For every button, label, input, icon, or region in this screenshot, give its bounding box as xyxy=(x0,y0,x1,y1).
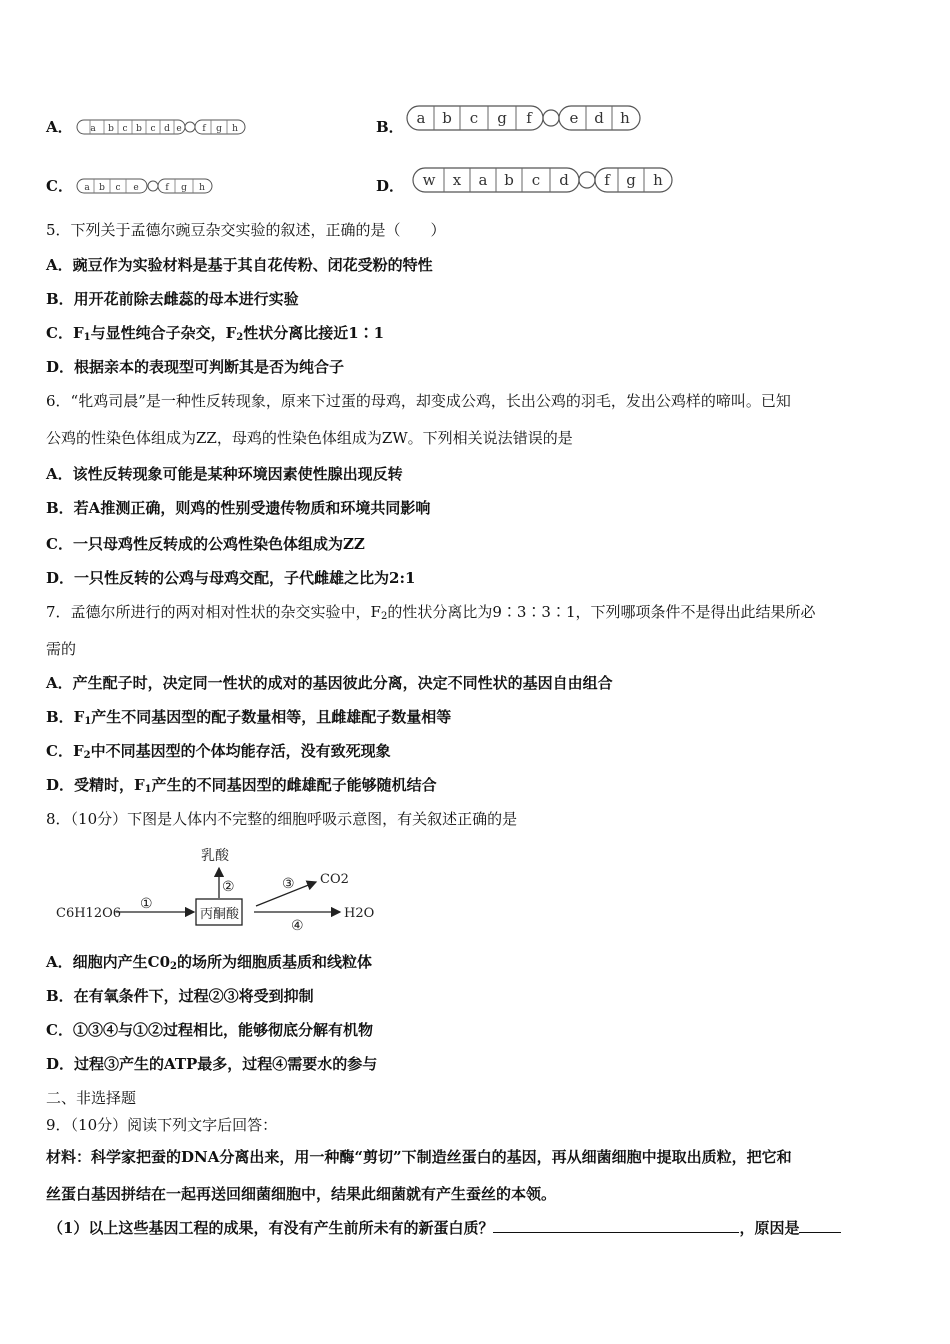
q6-option-c: C．一只母鸡性反转成的公鸡性染色体组成为ZZ xyxy=(46,535,365,553)
q7-stem-line1 xyxy=(46,602,816,627)
answer-blank[interactable] xyxy=(799,1218,841,1233)
q8-option-d: D．过程③产生的ATP最多，过程④需要水的参与 xyxy=(46,1055,378,1073)
subscript: 2 xyxy=(170,961,177,972)
gene-label: f xyxy=(526,109,532,127)
gene-label: a xyxy=(90,124,96,134)
gene-label: w xyxy=(422,171,436,189)
text: 产生不同基因型的配子数量相等，且雌雄配子数量相等 xyxy=(91,708,452,726)
text: 的场所为细胞质基质和线粒体 xyxy=(176,953,372,971)
text: D．受精时，F xyxy=(46,776,145,794)
text: 产生的不同基因型的雌雄配子能够随机结合 xyxy=(151,776,437,794)
gene-label: c xyxy=(150,124,156,134)
text: （1）以上这些基因工程的成果，有没有产生前所未有的新蛋白质？ xyxy=(48,1219,494,1237)
gene-label: g xyxy=(626,171,636,189)
gene-label: g xyxy=(216,124,222,134)
respiration-diagram xyxy=(56,842,386,942)
q5-option-d: D．根据亲本的表现型可判断其是否为纯合子 xyxy=(46,358,345,376)
gene-label: f xyxy=(202,124,206,134)
chromosome-a xyxy=(76,119,246,135)
q6-stem-line2: 公鸡的性染色体组成为ZZ，母鸡的性染色体组成为ZW。下列相关说法错误的是 xyxy=(46,429,573,447)
h2o-label: H2O xyxy=(344,906,375,921)
gene-label: f xyxy=(604,171,610,189)
q9-material-line1: 材料：科学家把蚕的DNA分离出来，用一种酶“剪切”下制造丝蛋白的基因，再从细菌细胞中提取出质粒，把它和 xyxy=(46,1148,792,1166)
gene-label: e xyxy=(133,183,139,193)
answer-blank[interactable] xyxy=(493,1218,739,1233)
gene-label: c xyxy=(122,124,128,134)
glucose-label: C6H12O6 xyxy=(56,906,122,921)
lactic-acid-label: 乳酸 xyxy=(201,848,229,864)
gene-label: d xyxy=(164,124,170,134)
text: C．F xyxy=(46,742,84,760)
subscript: 2 xyxy=(236,332,244,343)
subscript: 1 xyxy=(83,332,91,343)
gene-label: e xyxy=(569,109,579,127)
subscript: 2 xyxy=(83,750,91,761)
gene-label: e xyxy=(176,124,182,134)
text: 中不同基因型的个体均能存活，没有致死现象 xyxy=(90,742,391,760)
gene-label: d xyxy=(559,171,569,189)
gene-label: f xyxy=(165,183,169,193)
step3-label: ③ xyxy=(282,876,295,892)
option-b-label: B． xyxy=(376,118,404,136)
chromosome-b xyxy=(406,105,642,131)
gene-label: b xyxy=(136,124,142,134)
gene-label: g xyxy=(181,183,187,193)
q7-option-c xyxy=(46,741,391,766)
pyruvate-label: 丙酮酸 xyxy=(200,907,240,922)
q5-option-b: B．用开花前除去雌蕊的母本进行实验 xyxy=(46,290,299,308)
gene-label: g xyxy=(497,109,507,127)
q8-option-b: B．在有氧条件下，过程②③将受到抑制 xyxy=(46,987,314,1005)
gene-label: b xyxy=(108,124,114,134)
q6-option-b: B．若A推测正确，则鸡的性别受遗传物质和环境共同影响 xyxy=(46,499,431,517)
subscript: 1 xyxy=(144,784,152,795)
chromosome-d xyxy=(412,167,674,193)
option-d-label: D． xyxy=(376,177,405,195)
q6-stem-line1: 6．“牝鸡司晨”是一种性反转现象，原来下过蛋的母鸡，却变成公鸡，长出公鸡的羽毛，发出公鸡样的啼叫。已知 xyxy=(46,392,791,410)
q8-option-a xyxy=(46,952,372,977)
gene-label: c xyxy=(115,183,121,193)
gene-label: c xyxy=(531,171,541,189)
q7-stem-line2: 需的 xyxy=(46,640,77,658)
gene-label: b xyxy=(504,171,514,189)
gene-label: h xyxy=(232,124,238,134)
q7-option-d xyxy=(46,775,437,800)
q5-option-c xyxy=(46,323,384,348)
q9-subquestion-1 xyxy=(48,1218,841,1238)
text: ，原因是 xyxy=(739,1219,800,1237)
gene-label: b xyxy=(442,109,452,127)
option-c-label: C． xyxy=(46,177,73,195)
q7-option-b xyxy=(46,707,451,732)
q5-option-a: A．豌豆作为实验材料是基于其自花传粉、闭花受粉的特性 xyxy=(46,256,433,274)
text: C．F xyxy=(46,324,84,342)
q6-option-d: D．一只性反转的公鸡与母鸡交配，子代雌雄之比为2:1 xyxy=(46,569,416,587)
section-heading: 二、非选择题 xyxy=(46,1089,137,1107)
text: 7．孟德尔所进行的两对相对性状的杂交实验中，F xyxy=(46,603,381,621)
subscript: 1 xyxy=(84,716,92,727)
step1-label: ① xyxy=(140,896,153,912)
gene-label: a xyxy=(478,171,488,189)
gene-label: b xyxy=(99,183,105,193)
text: B．F xyxy=(46,708,85,726)
text: 性状分离比接近1∶1 xyxy=(243,324,385,342)
step2-label: ② xyxy=(222,879,235,895)
text: 的性状分离比为9∶3∶3∶1，下列哪项条件不是得出此结果所必 xyxy=(387,603,816,621)
co2-label: CO2 xyxy=(320,872,349,887)
q8-stem: 8．（10分）下图是人体内不完整的细胞呼吸示意图，有关叙述正确的是 xyxy=(46,810,518,828)
gene-label: a xyxy=(416,109,426,127)
text: 与显性纯合子杂交，F xyxy=(90,324,237,342)
subscript: 2 xyxy=(380,611,388,622)
q5-stem: 5．下列关于孟德尔豌豆杂交实验的叙述，正确的是（ ） xyxy=(46,221,446,239)
gene-label: a xyxy=(84,183,90,193)
q9-stem: 9．（10分）阅读下列文字后回答： xyxy=(46,1116,278,1134)
text: A．细胞内产生C0 xyxy=(46,953,171,971)
q6-option-a: A．该性反转现象可能是某种环境因素使性腺出现反转 xyxy=(46,465,403,483)
chromosome-c xyxy=(76,178,216,194)
gene-label: h xyxy=(653,171,663,189)
gene-label: x xyxy=(452,171,462,189)
step4-label: ④ xyxy=(291,918,304,934)
gene-label: c xyxy=(469,109,479,127)
gene-label: h xyxy=(620,109,630,127)
q7-option-a: A．产生配子时，决定同一性状的成对的基因彼此分离，决定不同性状的基因自由组合 xyxy=(46,674,613,692)
q8-option-c: C．①③④与①②过程相比，能够彻底分解有机物 xyxy=(46,1021,373,1039)
gene-label: h xyxy=(199,183,205,193)
gene-label: d xyxy=(594,109,604,127)
q9-material-line2: 丝蛋白基因拼结在一起再送回细菌细胞中，结果此细菌就有产生蚕丝的本领。 xyxy=(46,1185,557,1203)
option-a-label: A． xyxy=(46,118,73,136)
